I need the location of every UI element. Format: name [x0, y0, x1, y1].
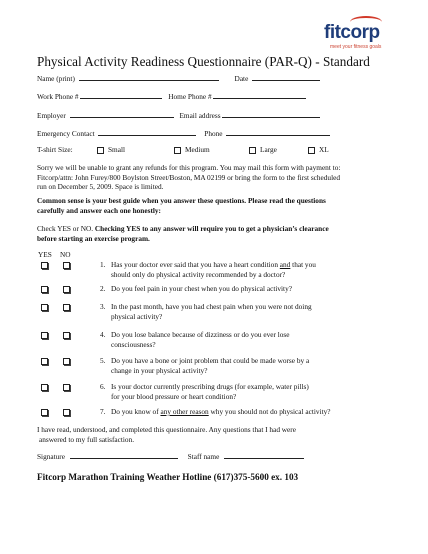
- page-title: Physical Activity Readiness Questionnaire (PAR-Q) - Standard: [37, 54, 370, 69]
- size-large-label: Large: [260, 145, 277, 154]
- employer-row: [37, 110, 320, 120]
- question-text-part: that you: [290, 260, 316, 269]
- question-text-part: Do you have a bone or joint problem that could be made worse by a: [111, 356, 310, 365]
- emergency-label: Emergency Contact: [37, 129, 95, 138]
- question-number: 2.: [100, 284, 106, 293]
- question-number: 4.: [100, 330, 106, 339]
- agreement-line-2: answered to my full satisfaction.: [39, 434, 135, 444]
- signature-row: [37, 451, 304, 461]
- date-label: Date: [234, 74, 249, 83]
- agreement-paragraph: [37, 425, 296, 444]
- signature-label: Signature: [37, 452, 65, 461]
- size-large[interactable]: [249, 145, 277, 154]
- logo-tagline: meet your fitness goals: [330, 44, 382, 50]
- yes-checkbox[interactable]: [41, 286, 48, 293]
- question-number: 1.: [100, 260, 106, 269]
- size-medium[interactable]: [174, 145, 210, 154]
- emergency-field[interactable]: [98, 128, 196, 136]
- size-xl-label: XL: [319, 145, 329, 154]
- staff-name-label: Staff name: [187, 452, 220, 461]
- question-text-part: Do you lose balance because of dizziness or do you ever lose: [111, 330, 290, 339]
- check-bold-1: Checking YES to any answer will require you to get a physician’s clearance: [94, 224, 329, 233]
- yes-checkbox[interactable]: [41, 409, 48, 416]
- question-underlined-text: any other reason: [160, 407, 209, 416]
- fitcorp-logo: [316, 22, 396, 54]
- date-field[interactable]: [252, 73, 320, 81]
- size-small-checkbox[interactable]: [97, 147, 104, 154]
- yes-checkbox[interactable]: [41, 332, 48, 339]
- size-small-label: Small: [108, 145, 126, 154]
- refund-line-1: Sorry we will be unable to grant any refunds for this program. You may mail this form with payment to:: [37, 163, 341, 172]
- staff-name-field[interactable]: [224, 451, 304, 459]
- employer-field[interactable]: [70, 110, 174, 118]
- no-checkbox[interactable]: [63, 409, 70, 416]
- question-text-part: Is your doctor currently prescribing drugs (for example, water pills): [111, 382, 309, 391]
- common-sense-line-2: carefully and answer each one honestly:: [37, 205, 161, 215]
- no-checkbox[interactable]: [63, 262, 70, 269]
- signature-field[interactable]: [70, 451, 178, 459]
- question-number: 7.: [100, 407, 106, 416]
- question-text: [111, 260, 316, 269]
- size-medium-label: Medium: [185, 145, 210, 154]
- hotline-footer: Fitcorp Marathon Training Weather Hotline (617)375-5600 ex. 103: [37, 472, 299, 482]
- question-text-line-2: physical activity?: [111, 311, 163, 321]
- name-field[interactable]: [79, 73, 219, 81]
- no-checkbox[interactable]: [63, 358, 70, 365]
- question-text: [111, 284, 292, 293]
- question-text-line-2: should only do physical activity recommended by a doctor?: [111, 269, 286, 279]
- question-text-part: In the past month, have you had chest pain when you were not doing: [111, 302, 312, 311]
- common-sense-paragraph: [37, 196, 326, 215]
- no-header: NO: [60, 250, 71, 259]
- work-phone-field[interactable]: [80, 91, 162, 99]
- agreement-line-1: I have read, understood, and completed this questionnaire. Any questions that I had were: [37, 425, 296, 434]
- question-text-line-2: for your blood pressure or heart condition?: [111, 391, 237, 401]
- question-text-part: Do you feel pain in your chest when you do physical activity?: [111, 284, 292, 293]
- tshirt-row: [37, 145, 73, 154]
- no-checkbox[interactable]: [63, 384, 70, 391]
- question-number: 6.: [100, 382, 106, 391]
- yes-checkbox[interactable]: [41, 384, 48, 391]
- question-text: [111, 302, 312, 311]
- check-prefix: Check YES or NO.: [37, 224, 94, 233]
- logo-word: fitcorp: [324, 22, 380, 43]
- size-small[interactable]: [97, 145, 125, 154]
- name-label: Name (print): [37, 74, 75, 83]
- question-number: 3.: [100, 302, 106, 311]
- email-label: Email address: [179, 111, 221, 120]
- name-row: [37, 73, 320, 83]
- question-text: [111, 382, 309, 391]
- question-text-line-2: change in your physical activity?: [111, 365, 208, 375]
- work-phone-label: Work Phone #: [37, 92, 79, 101]
- size-medium-checkbox[interactable]: [174, 147, 181, 154]
- email-field[interactable]: [222, 110, 320, 118]
- check-bold-2: before starting an exercise program.: [37, 233, 150, 243]
- no-checkbox[interactable]: [63, 332, 70, 339]
- question-text: [111, 356, 309, 365]
- phone-field[interactable]: [226, 128, 330, 136]
- question-text-line-2: consciousness?: [111, 339, 156, 349]
- home-phone-label: Home Phone #: [168, 92, 212, 101]
- home-phone-field[interactable]: [213, 91, 306, 99]
- check-instructions: [37, 224, 329, 243]
- question-text: [111, 330, 290, 339]
- no-checkbox[interactable]: [63, 304, 70, 311]
- yes-checkbox[interactable]: [41, 304, 48, 311]
- question-number: 5.: [100, 356, 106, 365]
- no-checkbox[interactable]: [63, 286, 70, 293]
- question-text-part: why you should not do physical activity?: [208, 407, 331, 416]
- common-sense-line-1: Common sense is your best guide when you answer these questions. Please read the questions: [37, 196, 326, 205]
- question-text: [111, 407, 331, 416]
- tshirt-label: T-shirt Size:: [37, 145, 73, 154]
- yes-checkbox[interactable]: [41, 358, 48, 365]
- refund-line-3: run on December 5, 2009. Space is limited.: [37, 182, 164, 192]
- refund-line-2: Fitcorp/attn: John Furey/800 Boylston Street/Boston, MA 02199 or bring the form to the first scheduled: [37, 172, 340, 182]
- question-text-part: Has your doctor ever said that you have a heart condition: [111, 260, 280, 269]
- emergency-row: [37, 128, 330, 138]
- employer-label: Employer: [37, 111, 66, 120]
- yes-header: YES: [38, 250, 52, 259]
- size-large-checkbox[interactable]: [249, 147, 256, 154]
- question-underlined-text: and: [279, 260, 291, 269]
- size-xl[interactable]: [308, 145, 329, 154]
- phone-row: [37, 91, 306, 101]
- size-xl-checkbox[interactable]: [308, 147, 315, 154]
- yes-checkbox[interactable]: [41, 262, 48, 269]
- refund-paragraph: [37, 163, 340, 192]
- question-text-part: Do you know of: [111, 407, 161, 416]
- phone-label: Phone: [204, 129, 223, 138]
